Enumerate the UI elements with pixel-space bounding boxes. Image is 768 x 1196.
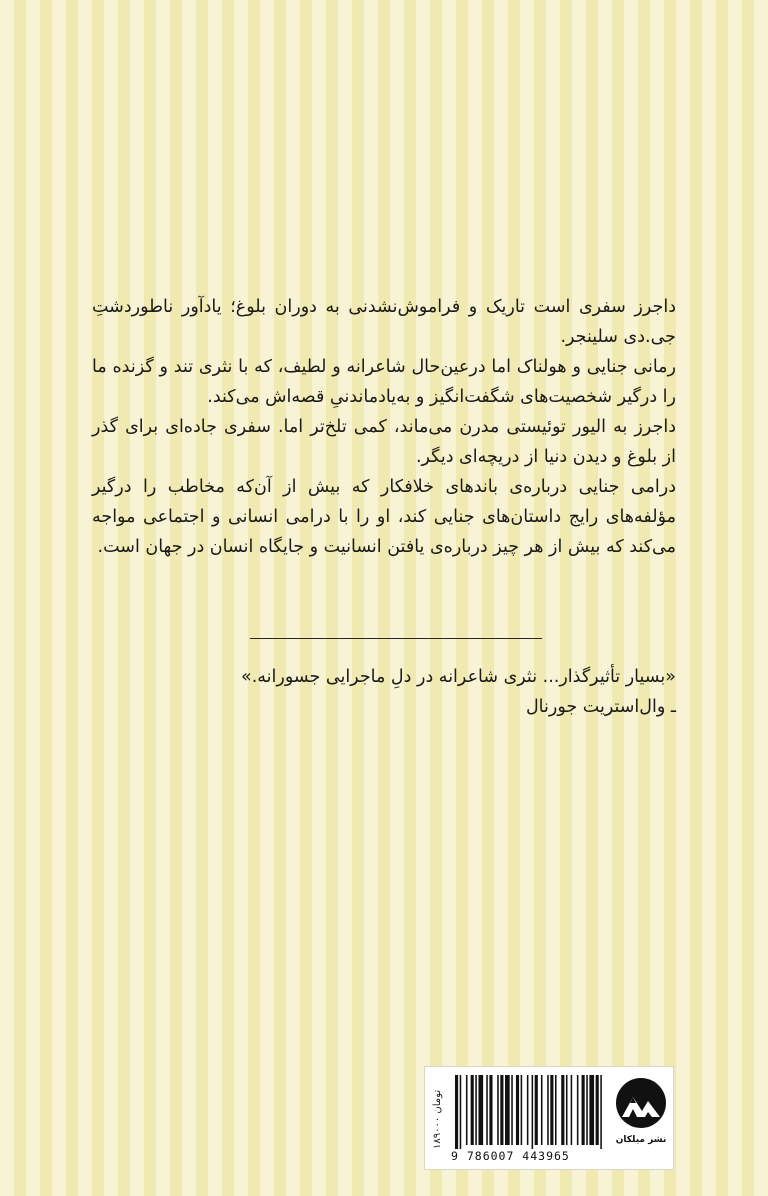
- publisher-name: نشر میلکان: [615, 1135, 667, 1145]
- blurb-paragraph-4: درامی جنایی درباره‌ی باندهای خلافکار که بیش از آن‌که مخاطب را درگیر مؤلفه‌های رایج داستان‌های جنایی کند، او را با درامی انسانی و اجتماعی مواجه می‌کند که بیش از هر چیز درباره‌ی یافتن انسانیت و جایگاه انسان در جهان است.: [92, 477, 676, 557]
- review-quote: [92, 662, 676, 722]
- quote-source: ـ وال‌استریت جورنال: [525, 697, 676, 717]
- quote-text: «بسیار تأثیرگذار... نثری شاعرانه در دلِ ماجرایی جسورانه.»: [241, 667, 676, 687]
- publisher-logo-icon: [615, 1077, 667, 1129]
- isbn-number: 9 786007 443965: [451, 1149, 570, 1163]
- blurb-text: [92, 292, 676, 562]
- divider-line: [250, 638, 542, 639]
- blurb-paragraph-2: رمانی جنایی و هولناک اما درعین‌حال شاعرانه و لطیف، که با نثری تند و گزنده ما را درگیر شخصیت‌های شگفت‌انگیز و به‌یادماندنیِ قصه‌اش می‌کند.: [92, 357, 676, 407]
- blurb-paragraph-3: داجرز به الیور توئیستی مدرن می‌ماند، کمی تلخ‌تر اما. سفری جاده‌ای برای گذر از بلوغ و دیدن دنیا از دریچه‌ای دیگر.: [92, 417, 676, 467]
- blurb-paragraph-1: داجرز سفری است تاریک و فراموش‌نشدنی به دوران بلوغ؛ یادآور ناطوردشتِ جی.دی سلینجر.: [92, 297, 676, 347]
- barcode-block: [424, 1066, 674, 1170]
- barcode-icon: [455, 1075, 605, 1149]
- price-label: ۱۸۹۰۰۰ تومان: [432, 1089, 443, 1149]
